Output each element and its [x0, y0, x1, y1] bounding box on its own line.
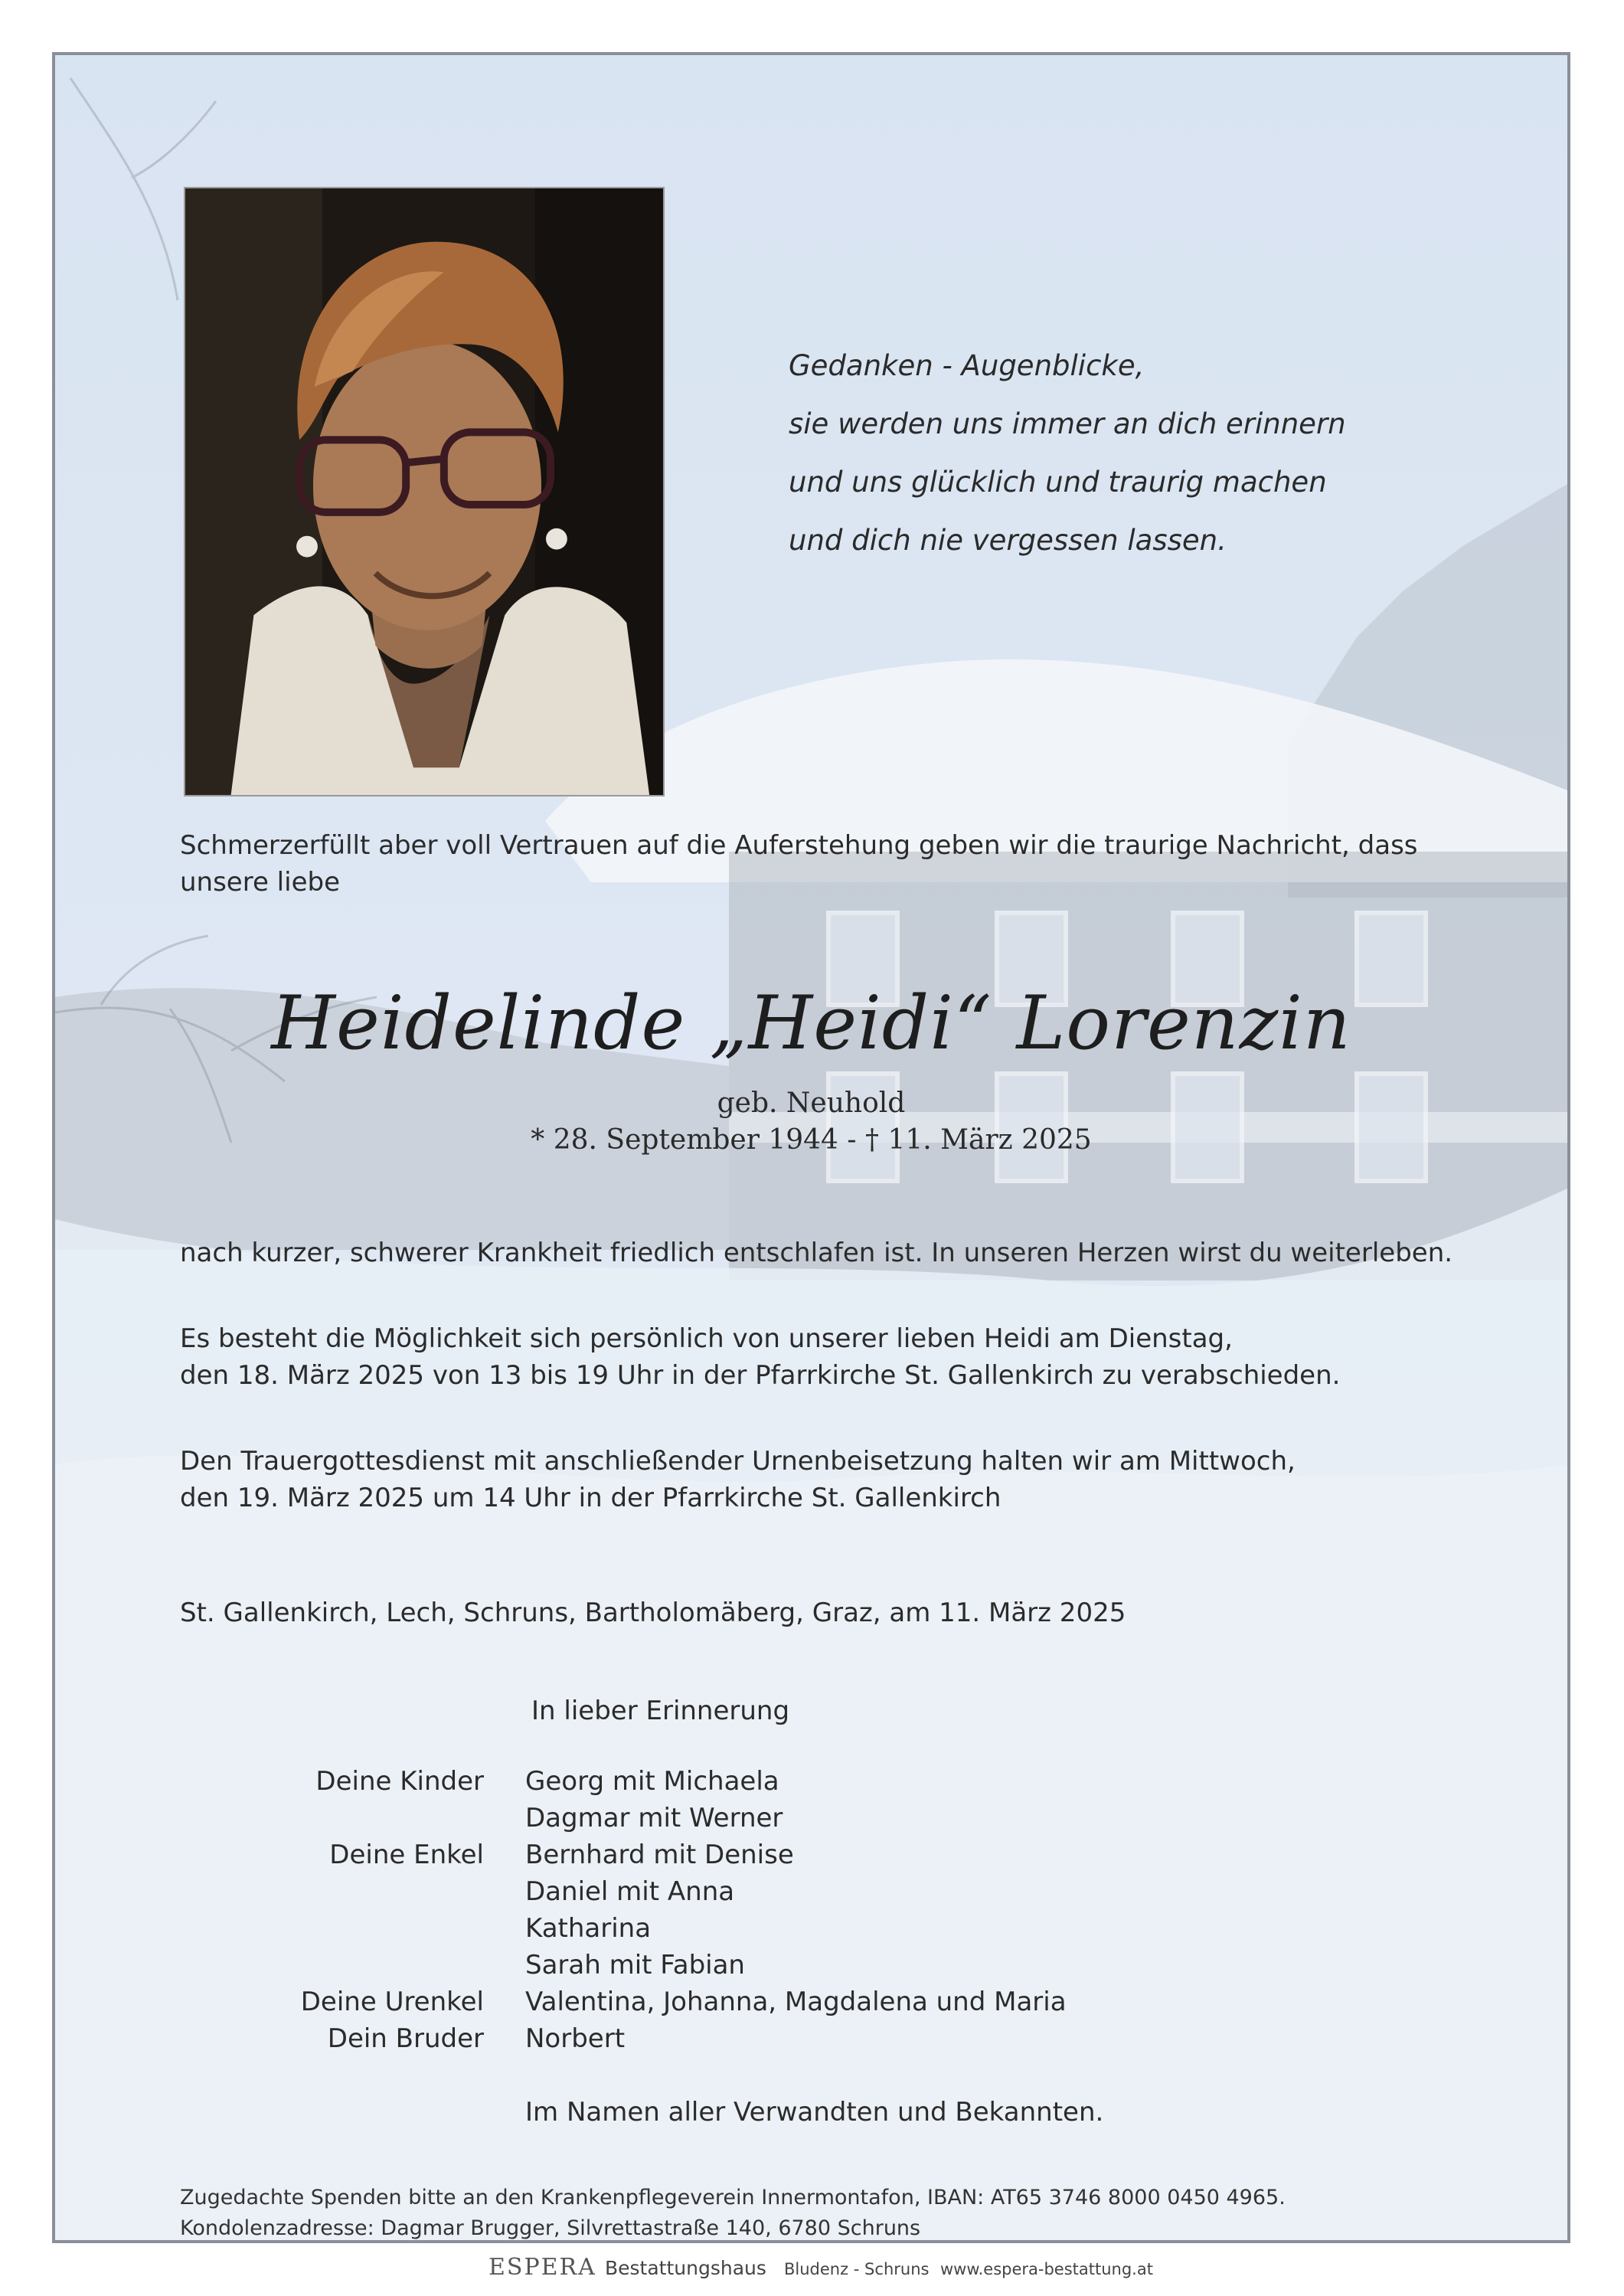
poem-line: und dich nie vergessen lassen.: [789, 524, 1227, 557]
mourner-name: Bernhard mit Denise: [525, 1840, 794, 1870]
memorial-poem: [789, 337, 1478, 570]
relation-label: Deine Urenkel: [300, 1987, 484, 2017]
intro-line-1: Schmerzerfüllt aber voll Vertrauen auf die Auferstehung geben wir die traurige Nachricht, dass: [180, 830, 1418, 861]
mourner-name: Georg mit Michaela: [525, 1766, 779, 1797]
brand-subtitle: Bestattungshaus: [605, 2257, 766, 2279]
passing-text: nach kurzer, schwerer Krankheit friedlich entschlafen ist. In unseren Herzen wirst du weiterleben.: [180, 1238, 1453, 1268]
funeral-home-footer: [0, 2249, 1624, 2288]
place-and-date: St. Gallenkirch, Lech, Schruns, Bartholomäberg, Graz, am 11. März 2025: [180, 1598, 1126, 1628]
service-text-1: Den Trauergottesdienst mit anschließender Urnenbeisetzung halten wir am Mittwoch,: [180, 1446, 1296, 1477]
poem-line: und uns glücklich und traurig machen: [789, 466, 1327, 499]
relation-label: Deine Kinder: [315, 1766, 484, 1797]
mourner-name: Sarah mit Fabian: [525, 1950, 745, 1980]
mourner-name: Norbert: [525, 2023, 626, 2054]
mourner-name: Katharina: [525, 1913, 652, 1944]
relation-label: Deine Enkel: [329, 1840, 484, 1870]
farewell-text-1: Es besteht die Möglichkeit sich persönlich von unserer lieben Heidi am Dienstag,: [180, 1323, 1233, 1354]
intro-line-2: unsere liebe: [180, 867, 340, 898]
portrait-photo: [184, 187, 665, 796]
life-dates: * 28. September 1944 - † 11. März 2025: [531, 1124, 1092, 1156]
mourner-name: Dagmar mit Werner: [525, 1803, 783, 1833]
mourner-name: Daniel mit Anna: [525, 1876, 735, 1907]
condolence-address: Kondolenzadresse: Dagmar Brugger, Silvrettastraße 140, 6780 Schruns: [180, 2216, 921, 2240]
service-text-2: den 19. März 2025 um 14 Uhr in der Pfarrkirche St. Gallenkirch: [180, 1483, 1002, 1513]
brand-logo-text: ESPERA: [489, 2254, 596, 2281]
maiden-name: geb. Neuhold: [717, 1087, 906, 1119]
donation-note: Zugedachte Spenden bitte an den Krankenpflegeverein Innermontafon, IBAN: AT65 3746 8000 0450 4965.: [180, 2186, 1286, 2209]
relation-label: Dein Bruder: [327, 2023, 484, 2054]
mourners-closing: Im Namen aller Verwandten und Bekannten.: [525, 2097, 1104, 2128]
mourner-name: Valentina, Johanna, Magdalena und Maria: [525, 1987, 1067, 2017]
footer-locations: Bludenz - Schruns: [784, 2260, 930, 2278]
footer-website-link[interactable]: www.espera-bestattung.at: [940, 2260, 1153, 2278]
deceased-name: Heidelinde „Heidi“ Lorenzin: [271, 980, 1351, 1066]
poem-line: Gedanken - Augenblicke,: [789, 349, 1145, 382]
mourners-heading: In lieber Erinnerung: [531, 1696, 790, 1726]
farewell-text-2: den 18. März 2025 von 13 bis 19 Uhr in der Pfarrkirche St. Gallenkirch zu verabschieden.: [180, 1360, 1341, 1391]
parte-card: [52, 52, 1570, 2243]
poem-line: sie werden uns immer an dich erinnern: [789, 407, 1346, 440]
